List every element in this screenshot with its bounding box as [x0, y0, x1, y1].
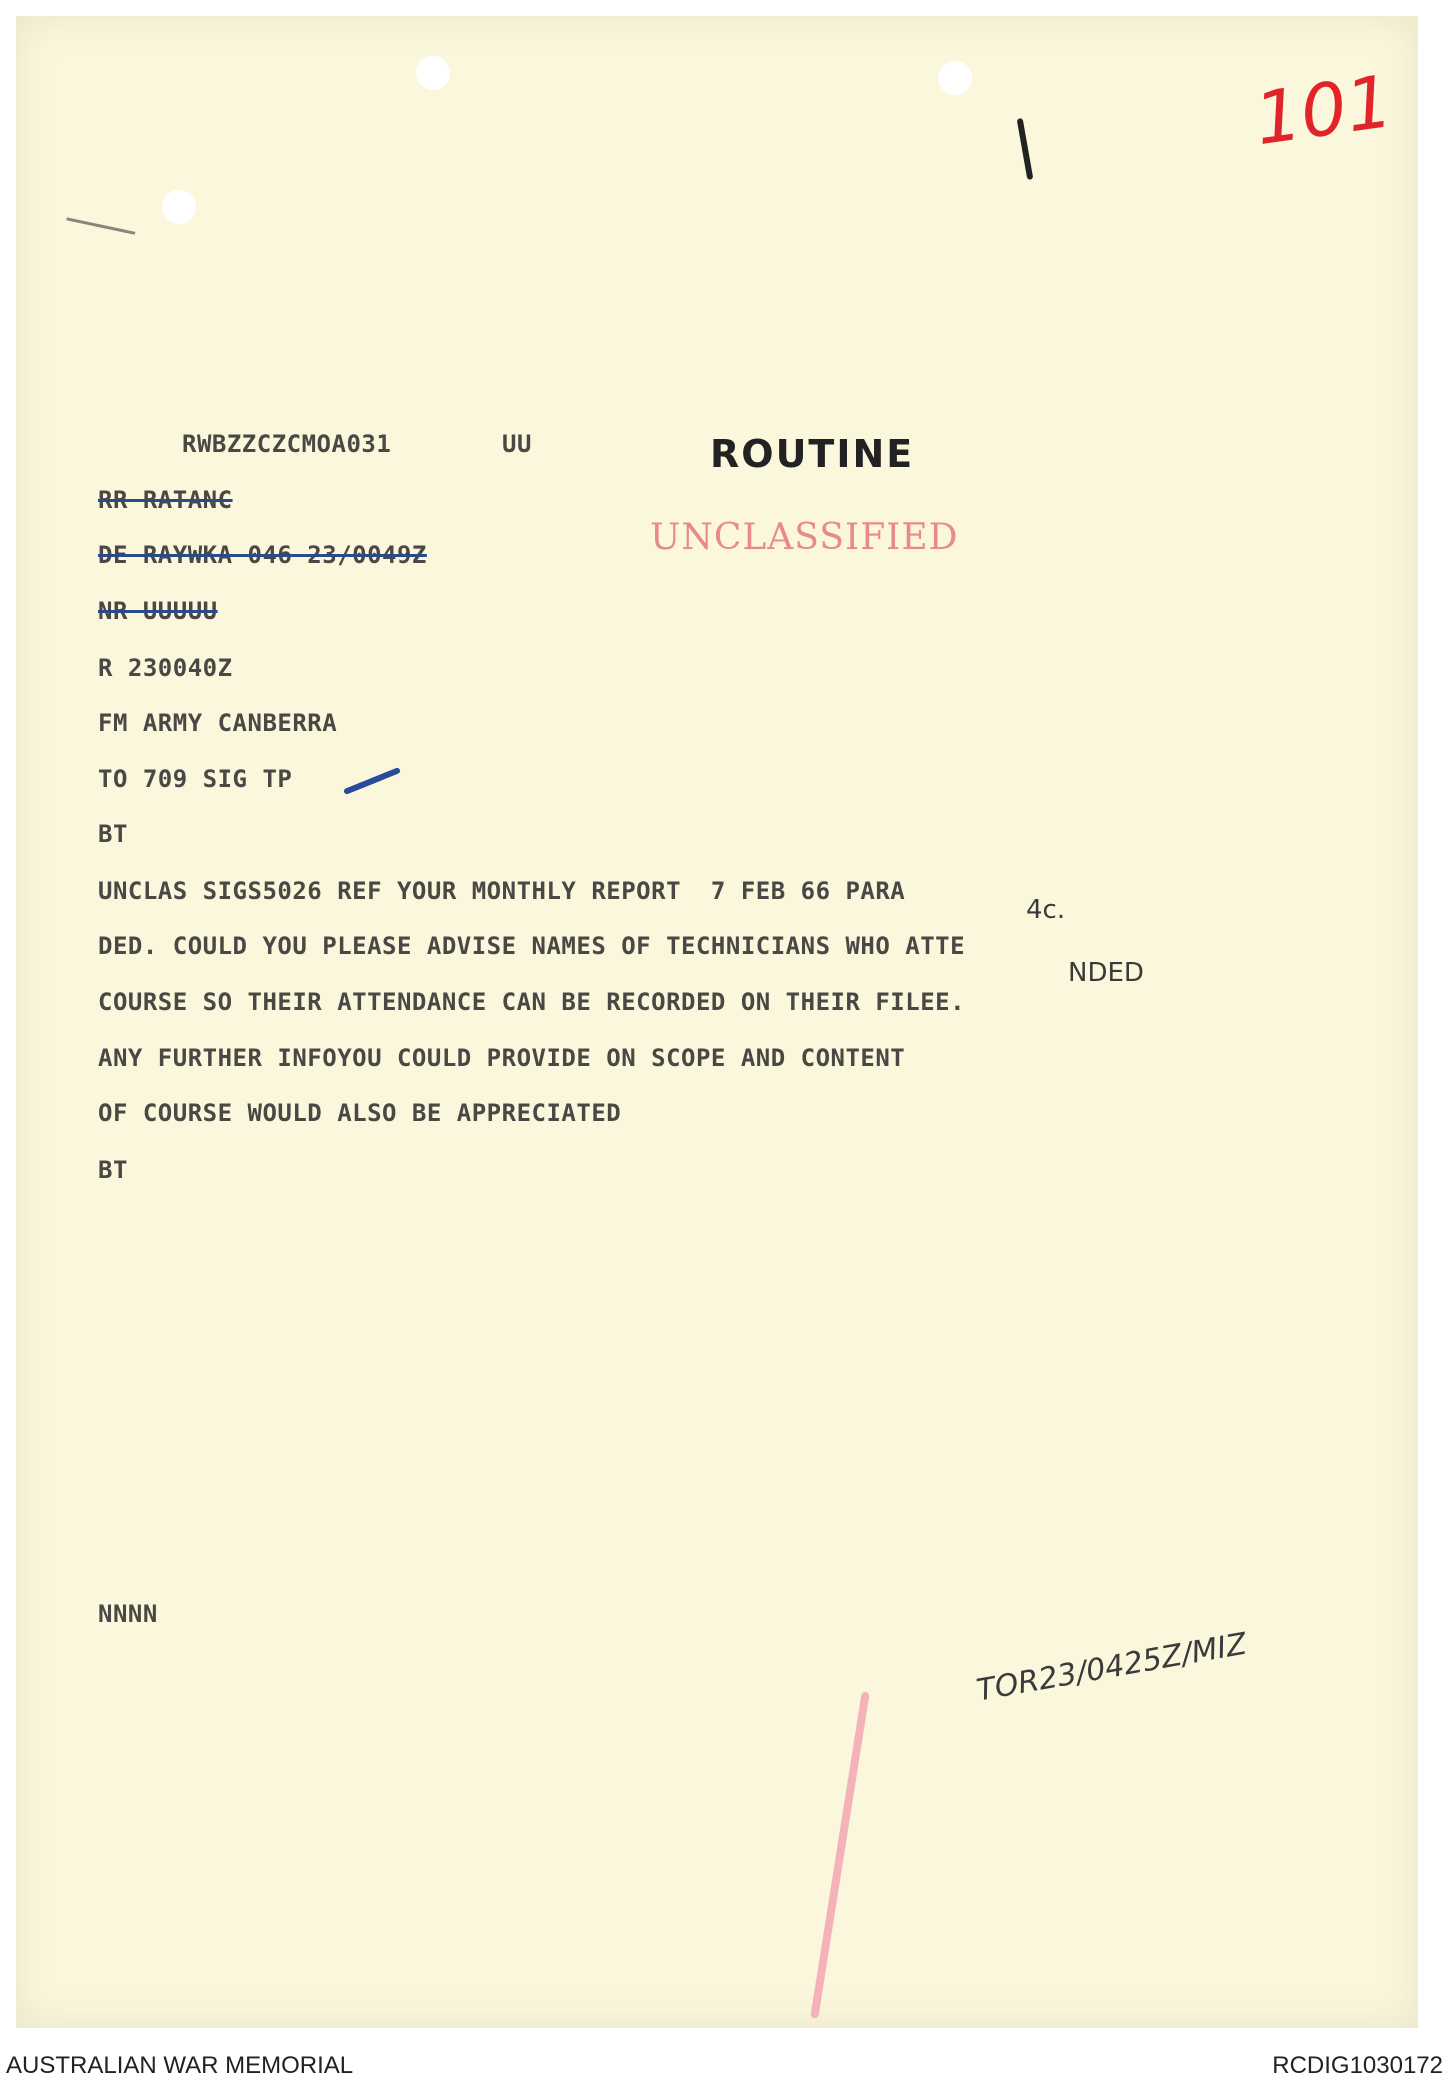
struck-origin-line: DE RAYWKA 046 23/0049Z [98, 541, 427, 569]
archive-id: RCDIG1030172 [1272, 2052, 1443, 2079]
struck-number-line: NR UUUUU [98, 597, 218, 625]
header-code: RWBZZCZCMOA031 [182, 430, 392, 458]
from-line: FM ARMY CANBERRA [98, 709, 338, 737]
unclassified-stamp: UNCLASSIFIED [650, 517, 959, 558]
attended-suffix-note: NDED [1068, 958, 1144, 988]
punch-hole [162, 190, 196, 224]
break-marker: BT [98, 820, 128, 848]
break-marker: BT [98, 1156, 128, 1184]
telegram-sheet [16, 16, 1418, 2028]
struck-routing-line: RR RATANC [98, 486, 233, 514]
body-line: OF COURSE WOULD ALSO BE APPRECIATED [98, 1099, 622, 1127]
routine-stamp: ROUTINE [710, 432, 915, 476]
body-line: COURSE SO THEIR ATTENDANCE CAN BE RECORDED ON THEIR FILEE. [98, 988, 966, 1016]
body-line: ANY FURTHER INFOYOU COULD PROVIDE ON SCOPE AND CONTENT [98, 1044, 906, 1072]
to-line: TO 709 SIG TP [98, 765, 293, 793]
page-number: 101 [1249, 58, 1398, 162]
archive-credit: AUSTRALIAN WAR MEMORIAL [6, 2052, 354, 2079]
tor-note: TOR23/0425Z/MIZ [974, 1626, 1250, 1709]
punch-hole [416, 56, 450, 90]
punch-hole [938, 61, 972, 95]
para-ref-note: 4c. [1026, 895, 1066, 925]
body-line: DED. COULD YOU PLEASE ADVISE NAMES OF TECHNICIANS WHO ATTE [98, 932, 966, 960]
precedence-line: R 230040Z [98, 654, 233, 682]
end-marker: NNNN [98, 1600, 158, 1628]
header-uu: UU [502, 430, 532, 458]
body-line: UNCLAS SIGS5026 REF YOUR MONTHLY REPORT 7 FEB 66 PARA [98, 877, 906, 905]
